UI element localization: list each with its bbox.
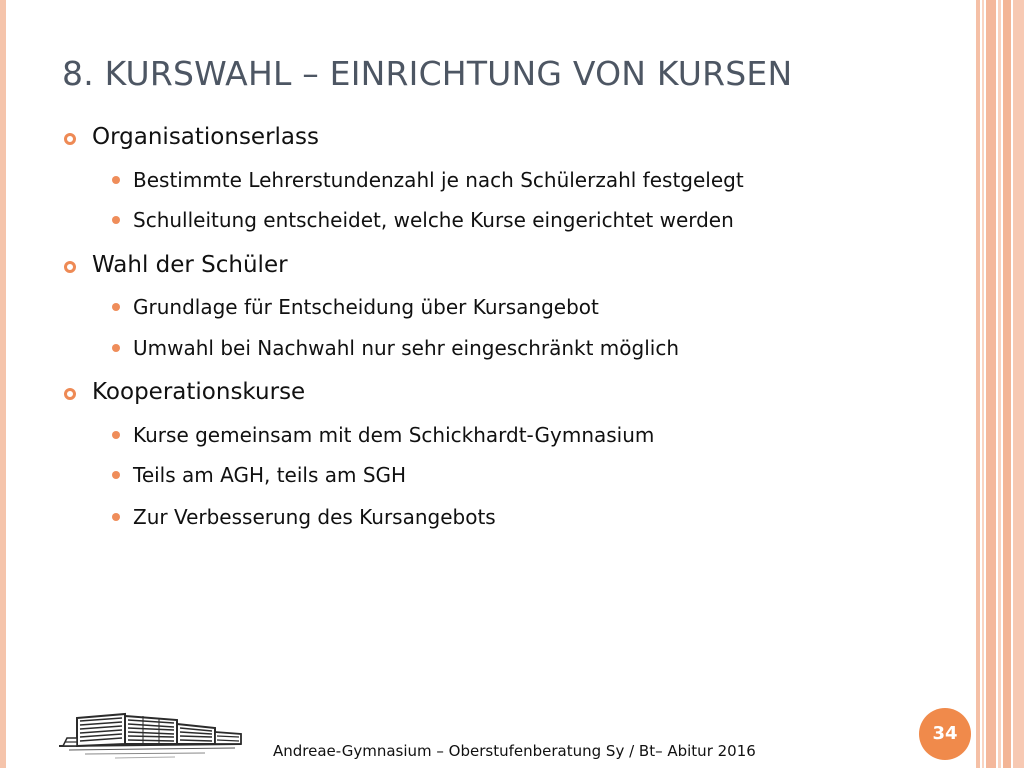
ring-bullet-icon: [64, 261, 76, 273]
ring-bullet-icon: [64, 388, 76, 400]
right-border-decoration: [976, 0, 1024, 768]
footer-text: Andreae-Gymnasium – Oberstufenberatung Sy / Bt– Abitur 2016: [273, 742, 756, 760]
left-border-decoration: [0, 0, 6, 768]
dot-bullet-icon: [112, 431, 120, 439]
sub-bullet: Kurse gemeinsam mit dem Schickhardt-Gymnasium: [133, 423, 655, 447]
bullet-heading: Wahl der Schüler: [92, 252, 288, 278]
school-building-logo-icon: [55, 704, 247, 764]
border-stripe: [1003, 0, 1011, 768]
page-number-badge: 34: [919, 708, 971, 760]
border-stripe: [1013, 0, 1024, 768]
sub-bullet: Umwahl bei Nachwahl nur sehr eingeschränkt möglich: [133, 336, 680, 360]
bullet-heading: Organisationserlass: [92, 124, 319, 150]
sub-bullet: Grundlage für Entscheidung über Kursangebot: [133, 295, 599, 319]
border-stripe: [982, 0, 984, 768]
bullet-heading: Kooperationskurse: [92, 379, 306, 405]
border-stripe: [976, 0, 980, 768]
sub-bullet: Teils am AGH, teils am SGH: [133, 463, 407, 487]
dot-bullet-icon: [112, 344, 120, 352]
dot-bullet-icon: [112, 303, 120, 311]
border-stripe: [986, 0, 996, 768]
dot-bullet-icon: [112, 216, 120, 224]
slide-title: 8. KURSWAHL – EINRICHTUNG VON KURSEN: [62, 54, 793, 93]
sub-bullet: Schulleitung entscheidet, welche Kurse eingerichtet werden: [133, 208, 734, 232]
ring-bullet-icon: [64, 133, 76, 145]
dot-bullet-icon: [112, 176, 120, 184]
border-stripe: [998, 0, 1001, 768]
sub-bullet: Zur Verbesserung des Kursangebots: [133, 505, 496, 529]
dot-bullet-icon: [112, 471, 120, 479]
dot-bullet-icon: [112, 513, 120, 521]
sub-bullet: Bestimmte Lehrerstundenzahl je nach Schülerzahl festgelegt: [133, 168, 744, 192]
